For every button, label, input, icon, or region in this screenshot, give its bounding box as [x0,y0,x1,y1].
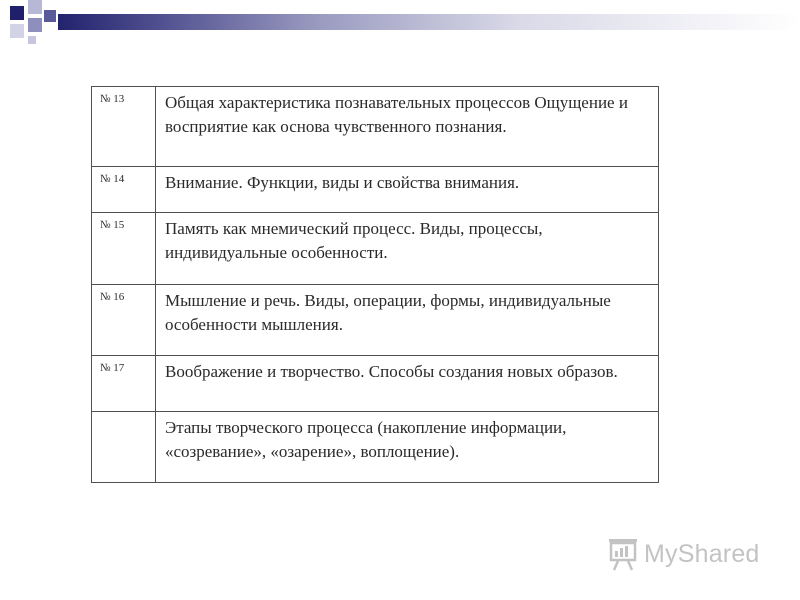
header-gradient-band [58,14,800,30]
topic-text: Мышление и речь. Виды, операции, формы, индивидуальные особенности мышления. [156,285,659,356]
presentation-board-icon [608,537,638,571]
topic-number: № 16 [92,285,156,356]
myshared-watermark[interactable] [608,536,760,572]
header-square [44,10,56,22]
watermark-label: MyShared [644,539,760,568]
topic-text: Память как мнемический процесс. Виды, процессы, индивидуальные особенности. [156,213,659,285]
table-row [92,356,659,412]
topic-number: № 17 [92,356,156,412]
table-row [92,167,659,213]
topic-text: Общая характеристика познавательных процессов Ощущение и восприятие как основа чувственного познания. [156,87,659,167]
topic-text: Этапы творческого процесса (накопление информации, «созревание», «озарение», воплощение). [156,412,659,483]
header-square [28,18,42,32]
header-square [10,24,24,38]
topic-text: Внимание. Функции, виды и свойства внимания. [156,167,659,213]
topic-number: № 15 [92,213,156,285]
table-row [92,412,659,483]
header-square [10,6,24,20]
table-row [92,285,659,356]
table-row [92,213,659,285]
table-row [92,87,659,167]
header-decoration [0,0,800,52]
topic-number: № 13 [92,87,156,167]
topic-number: № 14 [92,167,156,213]
header-square [28,0,42,14]
header-square [28,36,36,44]
topics-table [91,86,659,483]
topic-text: Воображение и творчество. Способы создания новых образов. [156,356,659,412]
topic-number [92,412,156,483]
